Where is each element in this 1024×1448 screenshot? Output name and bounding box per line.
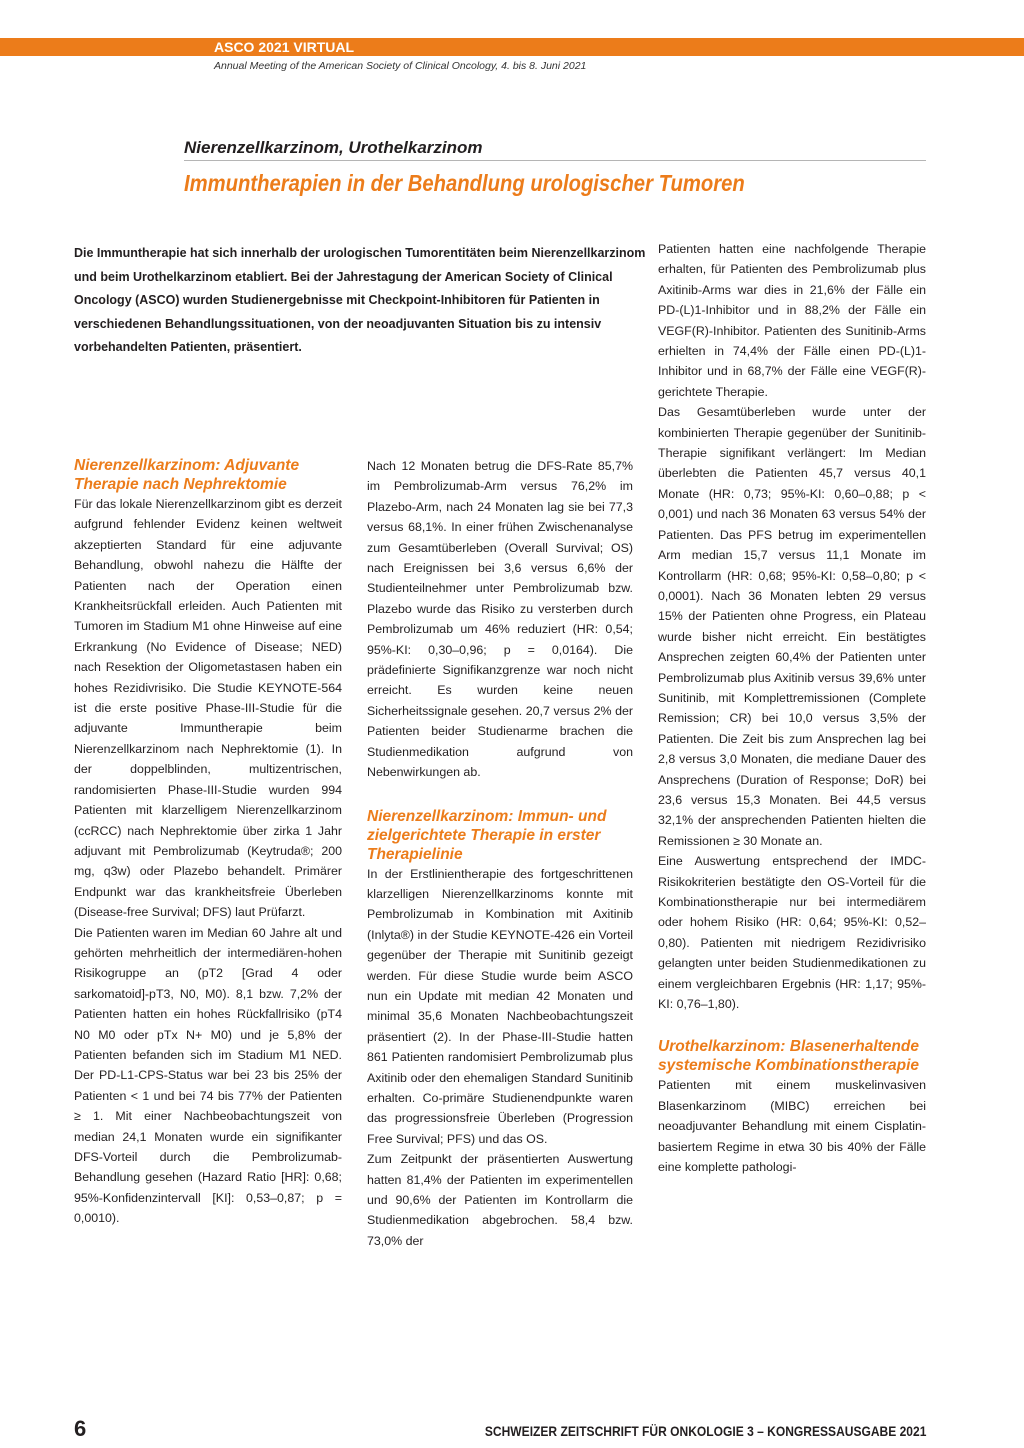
title-divider — [184, 160, 926, 161]
paragraph: In der Erstlinientherapie des fortgeschrittenen klarzelligen Nierenzellkarzinoms konnte mit Pembrolizumab in Kombination mit Axitinib (Inlyta®) in der Studie KEYNOTE-426 ein Vorteil gegenüber der Therapie mit Sunitinib gezeigt werden. Für diese Studie wurde beim ASCO nun ein Update mit median 42 Monaten und minimal 35,6 Monaten Nachbeobachtungszeit präsentiert (2). In der Phase-III-Studie hatten 861 Patienten randomisiert Pembrolizumab plus Axitinib oder den ehemaligen Standard Sunitinib erhalten. Co-primäre Studienendpunkte waren das progressionsfreie Überleben (Progression Free Survival; PFS) und das OS. — [367, 866, 633, 1146]
paragraph: Eine Auswertung entsprechend der IMDC-Risikokriterien bestätigte den OS-Vorteil für die Kombinationstherapie nur bei intermediärem oder hohem Risiko (HR: 0,64; 95%-KI: 0,52–0,80). Patienten mit niedrigem Rezidivrisiko gelangten unter beiden Studienmedikationen zu einem vergleichbaren Ergebnis (HR: 1,17; 95%-KI: 0,76–1,80). — [658, 854, 926, 1012]
header-bar — [0, 38, 1024, 56]
paragraph: Die Patienten waren im Median 60 Jahre alt und gehörten mehrheitlich der intermediären-hohen Risikogruppe an (pT2 [Grad 4 oder sarkomatoid]-pT3, N0, M0). 8,1 bzw. 7,2% der Patienten hatten ein hohes Rückfallrisiko (pT4 N0 M0 oder pTx N+ M0) und je 5,8% der Patienten befanden sich im Stadium M1 NED. Der PD-L1-CPS-Status war bei 23 bis 25% der Patienten < 1 und bei 74 bis 77% der Patienten ≥ 1. Mit einer Nachbeobachtungszeit von median 24,1 Monaten wurde ein signifikanter DFS-Vorteil durch die Pembrolizumab-Behandlung gesehen (Hazard Ratio [HR]: 0,68; 95%-Konfidenzintervall [KI]: 0,53–0,87; p = 0,0010). — [74, 925, 342, 1226]
section-title: Nierenzellkarzinom, Urothelkarzinom — [184, 138, 483, 157]
section-heading-urothelial: Urothelkarzinom: Blasenerhaltende systemische Kombinationstherapie — [658, 1038, 919, 1075]
column-3 — [658, 239, 926, 1177]
paragraph: Patienten mit einem muskelinvasiven Blasenkarzinom (MIBC) erreichen bei neoadjuvanter Behandlung mit einem Cisplatin-basiertem Regime in etwa 30 bis 40% der Fälle eine komplette pathologi- — [658, 1078, 926, 1175]
page-number: 6 — [74, 1416, 87, 1441]
section-heading-first-line: Nierenzellkarzinom: Immun- und zielgerichtete Therapie in erster Therapielinie — [367, 807, 607, 863]
section-heading-adjuvant: Nierenzellkarzinom: Adjuvante Therapie nach Nephrektomie — [74, 457, 300, 493]
paragraph: Zum Zeitpunkt der präsentierten Auswertung hatten 81,4% der Patienten im experimentellen und 90,6% der Patienten im Kontrollarm die Studienmedikation abgebrochen. 58,4 bzw. 73,0% der — [367, 1152, 633, 1248]
paragraph: Patienten hatten eine nachfolgende Therapie erhalten, für Patienten des Pembrolizumab plus Axitinib-Arms war dies in 21,6% der Fälle ein PD-(L)1-Inhibitor und in 88,2% der Fälle ein VEGF(R)-Inhibitor. Patienten des Sunitinib-Arms erhielten in 74,4% der Fälle einen PD-(L)1-Inhibitor und in 68,7% der Fälle eine VEGF(R)-gerichtete Therapie. — [658, 242, 926, 399]
paragraph: Das Gesamtüberleben wurde unter der kombinierten Therapie gegenüber der Sunitinib-Therapie signifikant verlängert: Im Median überlebten die Patienten 45,7 versus 40,1 Monate (HR: 0,73; 95%-KI: 0,60–0,88; p < 0,001) und nach 36 Monaten 63 versus 54% der Patienten. Das PFS betrug im experimentellen Arm median 15,7 versus 11,1 Monate im Kontrollarm (HR: 0,68; 95%-KI: 0,58–0,80; p < 0,0001). Nach 36 Monaten lebten 29 versus 15% der Patienten ohne Progress, ein Plateau wurde bisher nicht erreicht. Ein bestätigtes Ansprechen zeigten 60,4% der Patienten unter Pembrolizumab plus Axitinib versus 39,6% unter Sunitinib, mit Komplettremissionen (Complete Remission; CR) bei 10,0 versus 3,5% der Patienten. Die Zeit bis zum Ansprechen lag bei 2,8 versus 3,0 Monaten, die mediane Dauer des Ansprechens (Duration of Response; DoR) bei 23,6 versus 15,3 Monaten. Bei 44,5 versus 32,1% der ansprechenden Patienten hielten die Remissionen ≥ 30 Monate an. — [658, 405, 926, 848]
column-2 — [367, 456, 633, 1251]
article-title: Immuntherapien in der Behandlung urologischer Tumoren — [184, 170, 745, 196]
event-subtitle: Annual Meeting of the American Society of Clinical Oncology, 4. bis 8. Juni 2021 — [214, 60, 587, 72]
article-lead: Die Immuntherapie hat sich innerhalb der urologischen Tumorentitäten beim Nierenzellkarzinom und beim Urothelkarzinom etabliert. Bei der Jahrestagung der American Society of Clinical Oncology (ASCO) wurden Studienergebnisse mit Checkpoint-Inhibitoren für Patienten in verschiedenen Behandlungssituationen, von der neoadjuvanten Situation bis zu intensiv vorbehandelten Patienten, präsentiert. — [74, 246, 646, 355]
column-1 — [74, 456, 342, 1229]
journal-footer: SCHWEIZER ZEITSCHRIFT FÜR ONKOLOGIE 3 – KONGRESSAUSGABE 2021 — [484, 1423, 926, 1439]
paragraph: Für das lokale Nierenzellkarzinom gibt es derzeit aufgrund fehlender Evidenz keinen weltweit akzeptierten Standard für eine adjuvante Behandlung, obwohl nahezu die Hälfte der Patienten nach der Operation einen Krankheitsrückfall erleiden. Auch Patienten mit Tumoren im Stadium M1 ohne Hinweise auf eine Erkrankung (No Evidence of Disease; NED) nach Resektion der Oligometastasen haben ein hohes Rezidivrisiko. Die Studie KEYNOTE-564 ist die erste positive Phase-III-Studie für die adjuvante Immuntherapie beim Nierenzellkarzinom nach Nephrektomie (1). In der doppelblinden, multizentrischen, randomisierten Phase-III-Studie wurden 994 Patienten mit klarzelligem Nierenzellkarzinom (ccRCC) nach Nephrektomie über zirka 1 Jahr adjuvant mit Pembrolizumab (Keytruda®; 200 mg, q3w) oder Plazebo behandelt. Primärer Endpunkt war das krankheitsfreie Überleben (Disease-free Survival; DFS) laut Prüfarzt. — [74, 497, 342, 920]
event-title: ASCO 2021 VIRTUAL — [214, 39, 355, 55]
paragraph: Nach 12 Monaten betrug die DFS-Rate 85,7% im Pembrolizumab-Arm versus 76,2% im Plazebo-Arm, nach 24 Monaten lag sie bei 77,3 versus 68,1%. In einer frühen Zwischenanalyse zum Gesamtüberleben (Overall Survival; OS) nach Ereignissen bei 3,6 versus 6,6% der Studienteilnehmer unter Pembrolizumab bzw. Plazebo wurde das Risiko zu versterben durch Pembrolizumab um 46% reduziert (HR: 0,54; 95%-KI: 0,30–0,96; p = 0,0164). Die prädefinierte Signifikanzgrenze war noch nicht erreicht. Es wurden keine neuen Sicherheitssignale gesehen. 20,7 versus 2% der Patienten beider Studienarme brachen die Studienmedikation aufgrund von Nebenwirkungen ab. — [367, 459, 633, 780]
